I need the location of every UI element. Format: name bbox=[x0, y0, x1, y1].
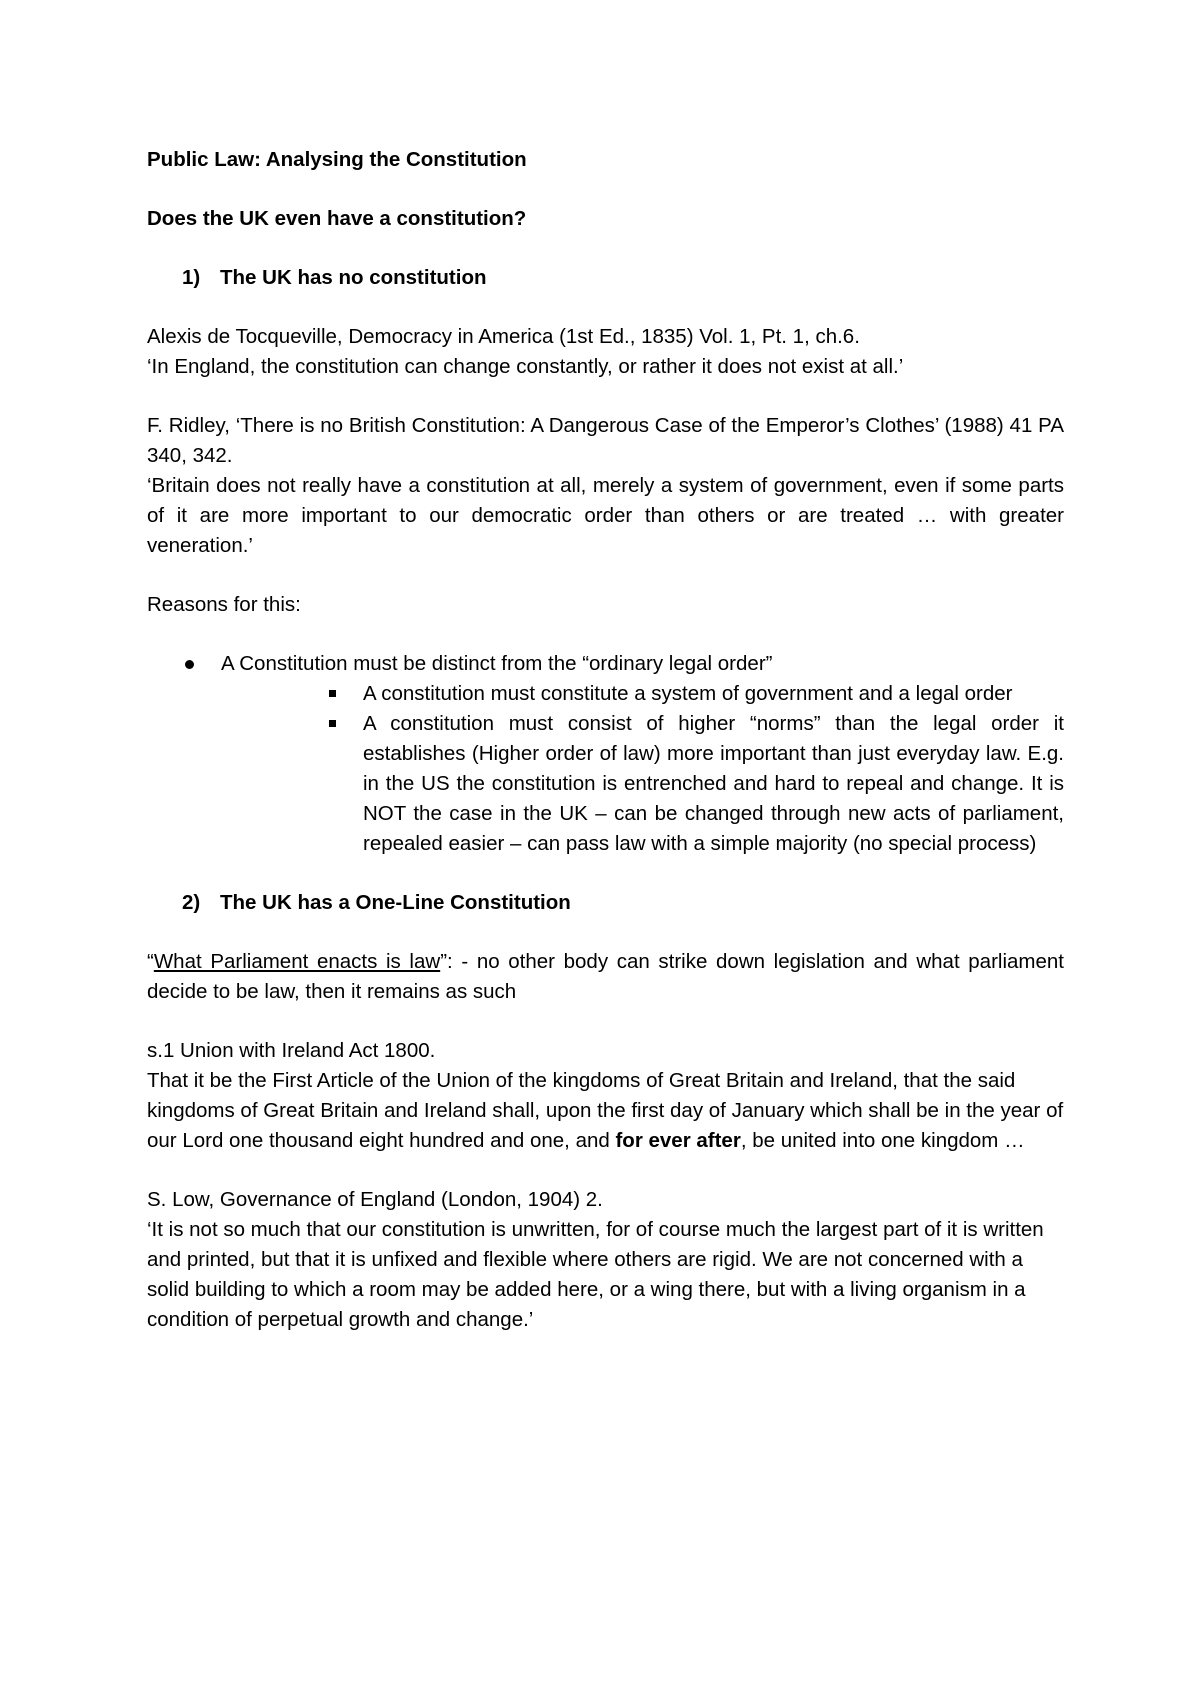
document-title: Public Law: Analysing the Constitution bbox=[147, 148, 527, 171]
section-2-number: 2) bbox=[182, 891, 201, 914]
tocqueville-citation: Alexis de Tocqueville, Democracy in America (1st Ed., 1835) Vol. 1, Pt. 1, ch.6. bbox=[147, 325, 860, 348]
sub-list-item bbox=[327, 709, 1064, 859]
section-2-title: The UK has a One-Line Constitution bbox=[220, 891, 571, 914]
document-body bbox=[147, 145, 1064, 1335]
section-1-number: 1) bbox=[182, 266, 201, 289]
low-citation: S. Low, Governance of England (London, 1904) 2. bbox=[147, 1188, 603, 1211]
bullet-text: A Constitution must be distinct from the “ordinary legal order” bbox=[221, 652, 773, 675]
maxim-open-quote: “ bbox=[147, 950, 154, 973]
sub-bullet-text: A constitution must constitute a system of government and a legal order bbox=[363, 682, 1013, 705]
list-item bbox=[183, 649, 1064, 679]
section-2-heading bbox=[182, 888, 1064, 918]
tocqueville-quote: ‘In England, the constitution can change constantly, or rather it does not exist at all.’ bbox=[147, 355, 904, 378]
union-act-text-start: That it be the First Article of the Union of the kingdoms of Great Britain and Ireland, that the said kingdoms of Great Britain and Ireland shall, upon the first day of January which shall be in the year of our Lord one thousand eight hundred and one, and bbox=[147, 1069, 1064, 1152]
question-heading: Does the UK even have a constitution? bbox=[147, 207, 527, 230]
bullet-square-icon bbox=[327, 709, 363, 859]
section-1-heading bbox=[182, 263, 1064, 293]
maxim-explanation: ”: - no other body can strike down legislation and what parliament decide to be law, then it remains as such bbox=[147, 950, 1064, 1003]
low-quote: ‘It is not so much that our constitution is unwritten, for of course much the largest part of it is written and printed, but that it is unfixed and flexible where others are rigid. We are not concerned with a solid building to which a room may be added here, or a wing there, but with a living organism in a condition of perpetual growth and change.’ bbox=[147, 1218, 1044, 1331]
union-act-text bbox=[147, 1066, 1064, 1156]
union-act-citation: s.1 Union with Ireland Act 1800. bbox=[147, 1039, 436, 1062]
ridley-citation: F. Ridley, ‘There is no British Constitution: A Dangerous Case of the Emperor’s Clothes’ (1988) 41 PA 340, 342. bbox=[147, 414, 1064, 467]
bullet-square-icon bbox=[327, 679, 363, 709]
section-1-title: The UK has no constitution bbox=[220, 266, 487, 289]
maxim-paragraph bbox=[147, 947, 1064, 1007]
sub-bullet-text: A constitution must consist of higher “norms” than the legal order it establishes (Higher order of law) more important than just everyday law. E.g. in the US the constitution is entrenched and hard to repeal and change. It is NOT the case in the UK – can be changed through new acts of parliament, repealed easier – can pass law with a simple majority (no special process) bbox=[363, 712, 1064, 855]
ridley-quote: ‘Britain does not really have a constitution at all, merely a system of government, even if some parts of it are more important to our democratic order than others or are treated … with greater veneration.’ bbox=[147, 474, 1064, 557]
reasons-label: Reasons for this: bbox=[147, 593, 301, 616]
union-act-text-end: , be united into one kingdom … bbox=[740, 1129, 1025, 1152]
bullet-dot-icon bbox=[183, 649, 221, 679]
sub-list-item bbox=[327, 679, 1064, 709]
maxim-phrase: What Parliament enacts is law bbox=[153, 950, 441, 973]
union-act-emphasis: for ever after bbox=[615, 1129, 741, 1152]
